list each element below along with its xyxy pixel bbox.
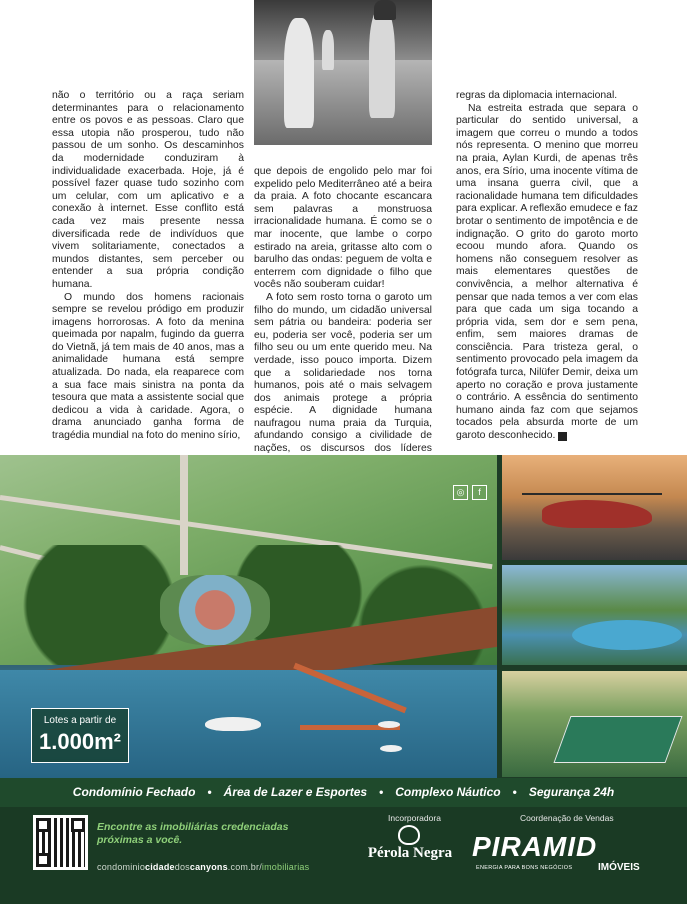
- url-part: dos: [174, 862, 190, 872]
- piramid-imoveis: IMÓVEIS: [598, 862, 640, 873]
- feature-item: Complexo Náutico: [395, 785, 501, 799]
- paragraph: que depois de engolido pelo mar foi expelido pelo Mediterrâneo até a beira da praia. A foto chocante escancara sem palavras a monstruosa irracionalidade humana. É como se o mar inocente, que lambe o corpo estirado na areia, gritasse alto com o barulho das ondas: peguem de volta e enterrem com dignidade o filho que vocês não souberam cuidar!: [254, 166, 432, 291]
- qr-corner: [36, 818, 50, 832]
- yacht: [205, 717, 261, 731]
- piramid-logo: PIRAMID: [472, 831, 598, 862]
- photo-girl: [369, 8, 395, 118]
- photo-child-left: [284, 18, 314, 128]
- sales-coordination-label: Coordenação de Vendas: [520, 813, 614, 823]
- perola-negra-logo-icon: [398, 825, 420, 845]
- feature-item: Segurança 24h: [528, 785, 615, 799]
- article-column-1: [52, 90, 244, 443]
- qr-code[interactable]: [33, 815, 88, 870]
- photo-adult: [374, 0, 396, 20]
- qr-corner: [71, 818, 85, 832]
- lot-size-badge: [31, 708, 129, 763]
- paragraph: regras da diplomacia internacional.: [456, 90, 618, 101]
- photo-sky: [254, 0, 432, 60]
- instagram-icon[interactable]: ◎: [453, 485, 468, 500]
- incorporadora-label: Incorporadora: [388, 813, 441, 823]
- article-column-2: [254, 166, 432, 468]
- qr-corner: [36, 853, 50, 867]
- photo-child-back: [322, 30, 334, 70]
- paragraph-final: [456, 103, 638, 443]
- url-part: canyons: [189, 862, 228, 872]
- features-bar: [0, 778, 687, 807]
- qr-pattern: [36, 818, 85, 867]
- separator: •: [207, 785, 212, 799]
- pool-water: [572, 620, 682, 650]
- helicopter-photo: [502, 455, 687, 560]
- url-part: imobiliarias: [261, 862, 310, 872]
- url-part: cidade: [145, 862, 175, 872]
- tennis-court: [553, 716, 682, 763]
- piramid-tagline: ENERGIA PARA BONS NEGÓCIOS: [476, 865, 573, 871]
- paragraph-text: Na estreita estrada que separa o particular do sentido universal, a imagem que correu o mundo a todos nós representa. O menino que morreu na praia, Aylan Kurdi, de apenas três anos, era Sírio, uma inocente vítima de uma insana guerra civil, que a racionalidade humana tem dificuldades para explicar. A reflexão emudece e faz brotar o sentimento de impotência e de indignação. O grito do garoto morto ecoou mundo afora. Quando os homens não conseguem resolver as mais elementares questões de convivência, a melhor alternativa é pensar que nada temos a ver com elas para que cada um siga tocando a própria vida, sem dor e sem pena, enfim, sem maiores dramas de consciência. Para tristeza geral, o sentimento provocado pela imagem da fotógrafa turca, Nilüfer Demir, deixa um aperto no coração e prova justamente o contrário. A essência do sentimento humano ainda faz com que sejamos tocados pela absurda morte de um garoto desconhecido.: [456, 102, 638, 442]
- helicopter-rotor: [522, 493, 662, 495]
- advertisement: [0, 455, 687, 904]
- paragraph: A foto sem rosto torna o garoto um filho do mundo, um cidadão universal sem pátria ou bandeira: poderia ser eu, poderia ser você, poderia ser um filho seu ou um ente querido meu. Na verdade, isso pouco importa. Dizem que a solidariedade nos torna humanos, pois até o mais selvagem dos animais protege a própria espécie. A dignidade humana naufragou numa praia da Turquia, afundando consigo a civilidade de nações, os discursos dos líderes: [254, 291, 432, 455]
- boat: [380, 745, 402, 752]
- lot-size-prefix: Lotes a partir de: [43, 715, 117, 726]
- tennis-court-photo: [502, 671, 687, 777]
- end-mark-icon: C: [558, 432, 567, 441]
- photo-road: [254, 60, 432, 145]
- ad-footer: [0, 807, 687, 904]
- feature-item: Área de Lazer e Esportes: [223, 785, 368, 799]
- paragraph: não o território ou a raça seriam determinantes para o relacionamento entre os povos e as pessoas. Claro que essa utopia não prosperou, tudo não passou de um sonho. Os descaminhos da modernidade conduziram à individualidade exacerbada. Hoje, já é possível fazer quase tudo sozinho com um celular, com um aplicativo e a conexão à internet. Esse conflito está cada vez mais presente nessa diversificada rede de indivíduos que vivem solitariamente, conectados a mundos distantes, sem perceber ou entender a sua própria condição humana.: [52, 90, 244, 290]
- facebook-icon[interactable]: f: [472, 485, 487, 500]
- war-photo: [254, 0, 432, 145]
- feature-item: Condomínio Fechado: [72, 785, 196, 799]
- pool-photo: [502, 565, 687, 665]
- paragraph: O mundo dos homens racionais sempre se revelou pródigo em produzir imagens horrorosas. A foto da menina queimada por napalm, fugindo da guerra do Vietnã, já tem mais de 40 anos, mas a animalidade humana está sempre atualizada. Do nada, ela reaparece com a sua face mais sinistra na ponta da tesoura que mata a assistente social que dedicou a vida à caridade. Agora, o drama anunciado ganha forma de tragédia mundial na foto do menino sírio,: [52, 291, 244, 442]
- url-part: .com.br/: [227, 862, 262, 872]
- separator: •: [379, 785, 384, 799]
- leisure-plaza: [160, 575, 270, 645]
- lot-size-value: 1.000m²: [39, 729, 121, 754]
- separator: •: [512, 785, 517, 799]
- find-agencies-text: Encontre as imobiliárias credenciadas próximas a você.: [97, 821, 289, 846]
- article-column-3: [456, 90, 638, 443]
- url-part: condominio: [97, 862, 146, 872]
- boat: [378, 721, 400, 728]
- website-link[interactable]: [97, 862, 309, 872]
- aerial-render: [0, 455, 497, 778]
- helicopter-body: [542, 500, 652, 528]
- perola-negra-logo: Pérola Negra: [367, 845, 453, 861]
